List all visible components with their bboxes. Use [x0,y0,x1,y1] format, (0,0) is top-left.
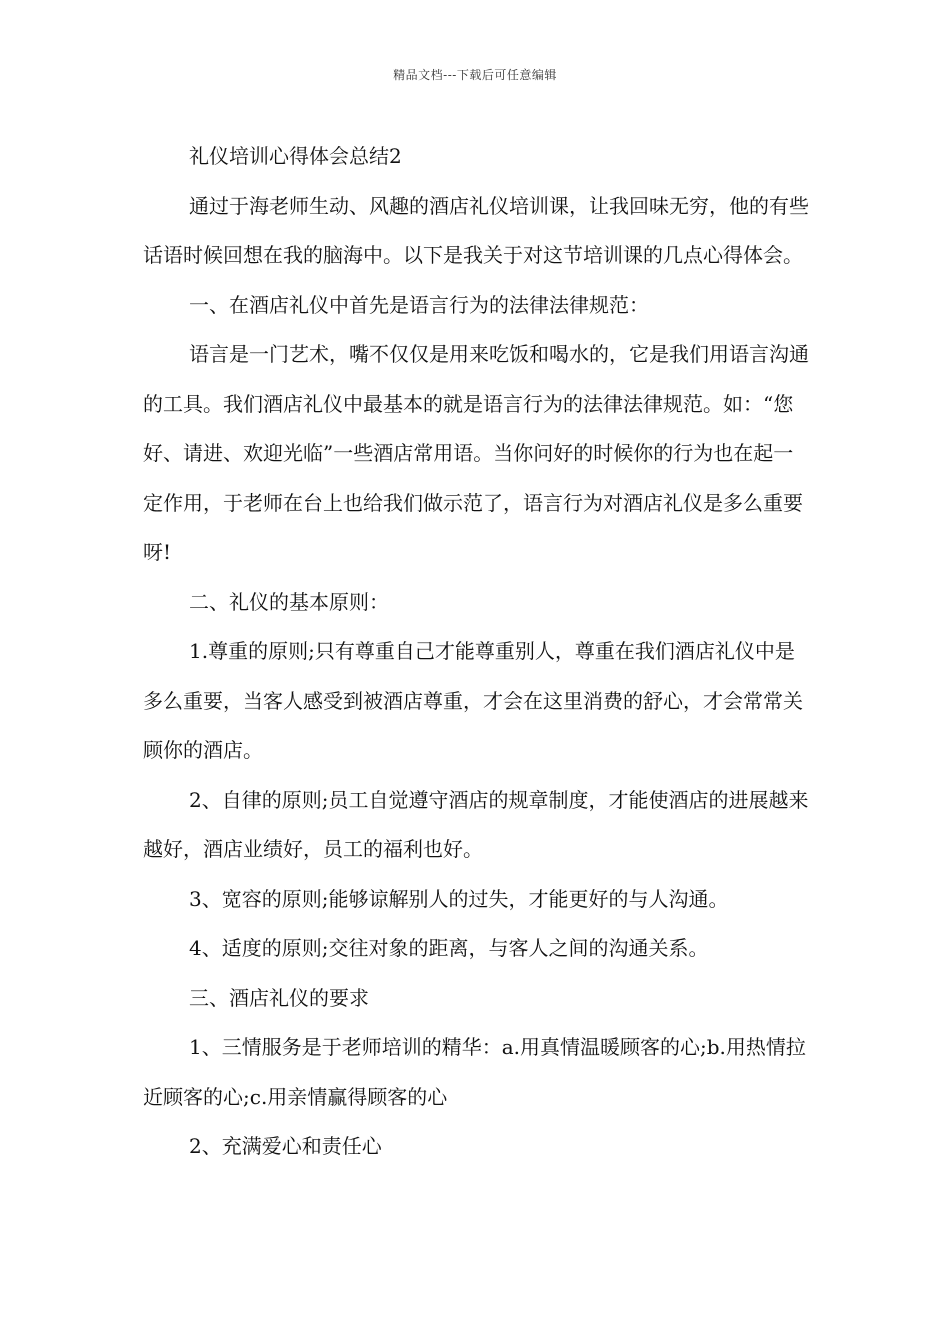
paragraph-love-responsibility: 2、充满爱心和责任心 [189,1134,382,1158]
paragraph-respect: 1.尊重的原则;只有尊重自己才能尊重别人，尊重在我们酒店礼仪中是多么重要，当客人感受到被酒店尊重，才会在这里消费的舒心，才会常常关顾你的酒店。 [143,639,803,762]
page-header: 精品文档---下载后可任意编辑 [393,68,557,82]
paragraph-tolerance: 3、宽容的原则;能够谅解别人的过失，才能更好的与人沟通。 [189,886,729,911]
section-heading-requirements: 三、酒店礼仪的要求 [189,985,369,1010]
paragraph-self-discipline: 2、自律的原则;员工自觉遵守酒店的规章制度，才能使酒店的进展越来越好，酒店业绩好，员工的福利也好。 [143,787,809,861]
paragraph-intro: 通过于海老师生动、风趣的酒店礼仪培训课，让我回味无穷，他的有些话语时候回想在我的脑海中。以下是我关于对这节培训课的几点心得体会。 [143,193,809,267]
document-body [143,132,811,1172]
section-heading-language: 一、在酒店礼仪中首先是语言行为的法律法律规范： [189,292,649,317]
paragraph-moderation: 4、适度的原则;交往对象的距离，与客人之间的沟通关系。 [189,936,709,960]
document-title: 礼仪培训心得体会总结2 [189,144,402,168]
section-heading-principles: 二、礼仪的基本原则： [189,589,389,614]
paragraph-language: 语言是一门艺术，嘴不仅仅是用来吃饭和喝水的，它是我们用语言沟通的工具。我们酒店礼仪中最基本的就是语言行为的法律法律规范。如：“您好、请进、欢迎光临”一些酒店常用语。当你问好的时候你的行为也在起一定作用，于老师在台上也给我们做示范了，语言行为对酒店礼仪是多么重要呀! [143,342,809,564]
paragraph-three-feelings: 1、三情服务是于老师培训的精华：a.用真情温暖顾客的心;b.用热情拉近顾客的心;c.用亲情赢得顾客的心 [143,1035,806,1109]
